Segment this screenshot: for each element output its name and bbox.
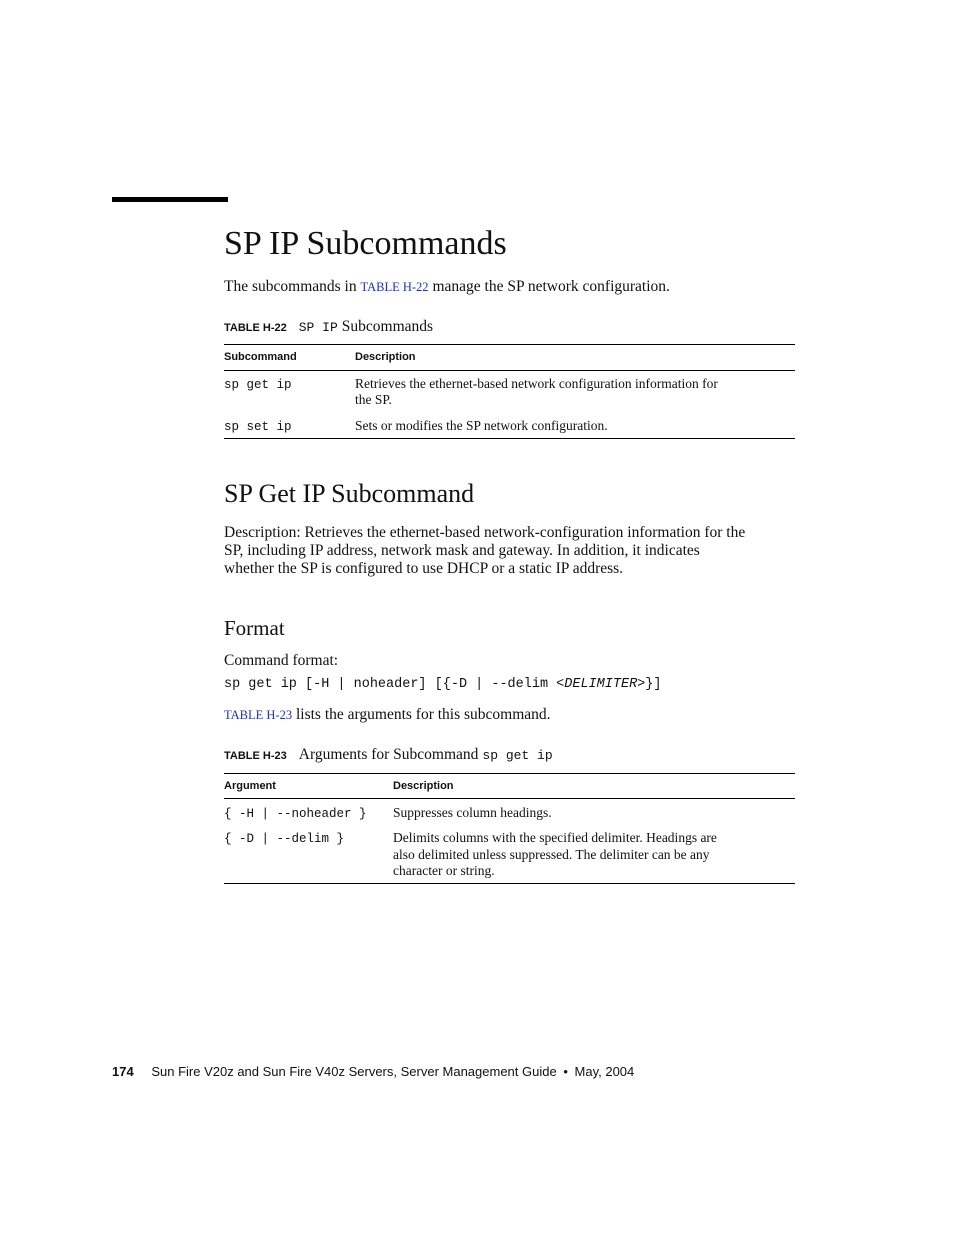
page-number: 174 bbox=[112, 1064, 134, 1079]
table-h23-reference-text: lists the arguments for this subcommand. bbox=[295, 706, 551, 723]
table-h23-caption-text: Arguments for Subcommand bbox=[298, 746, 479, 763]
intro-text-after: manage the SP network configuration. bbox=[432, 278, 670, 295]
command-format-part1: sp get ip [-H | noheader] [{-D | --delim bbox=[224, 677, 557, 692]
command-format-label: Command format: bbox=[224, 652, 339, 669]
table-h22-header-description: Description bbox=[355, 351, 416, 363]
command-format-part2: }] bbox=[645, 677, 662, 692]
table-h22-bottom-rule bbox=[224, 438, 795, 439]
table-h23-caption bbox=[224, 746, 553, 764]
footer-bullet: • bbox=[563, 1064, 568, 1079]
table-h22-header-subcommand: Subcommand bbox=[224, 351, 297, 363]
command-format-delimiter: <DELIMITER> bbox=[556, 677, 646, 692]
table-h23-row2-arg: { -D | --delim } bbox=[224, 832, 345, 846]
table-h23-row2-desc3: character or string. bbox=[393, 863, 495, 878]
table-h23-header-description: Description bbox=[393, 780, 454, 792]
table-h23-caption-code: sp get ip bbox=[482, 748, 553, 763]
footer-date: May, 2004 bbox=[574, 1064, 635, 1079]
table-h23-row2-desc2: also delimited unless suppressed. The delimiter can be any bbox=[393, 847, 710, 862]
section-title-sp-get-ip: SP Get IP Subcommand bbox=[224, 479, 475, 508]
table-h22-row1-desc1: Retrieves the ethernet-based network configuration information for bbox=[355, 376, 718, 391]
table-h22-row2-cmd: sp set ip bbox=[224, 420, 292, 434]
table-h23-top-rule bbox=[224, 773, 795, 774]
table-h22-caption-code: SP IP bbox=[298, 320, 338, 335]
table-h23-caption-label: TABLE H-23 bbox=[224, 750, 287, 762]
intro-text-before: The subcommands in bbox=[224, 278, 357, 295]
table-h23-link[interactable]: TABLE H-23 bbox=[224, 708, 293, 722]
table-h22-header-rule bbox=[224, 370, 795, 371]
table-h22-row2-desc1: Sets or modifies the SP network configuration. bbox=[355, 418, 608, 433]
table-h22-caption-text: Subcommands bbox=[341, 318, 434, 335]
format-heading: Format bbox=[224, 616, 285, 640]
table-h22-link[interactable]: TABLE H-22 bbox=[360, 280, 429, 294]
table-h23-header-rule bbox=[224, 798, 795, 799]
sp-get-ip-desc-line2: SP, including IP address, network mask and gateway. In addition, it indicates bbox=[224, 542, 700, 559]
table-h23-row1-desc1: Suppresses column headings. bbox=[393, 805, 552, 820]
chapter-rule bbox=[112, 197, 228, 202]
section-title-sp-ip-subcommands: SP IP Subcommands bbox=[224, 225, 507, 262]
table-h22-row1-cmd: sp get ip bbox=[224, 378, 292, 392]
table-h23-bottom-rule bbox=[224, 883, 795, 884]
table-h22-caption-label: TABLE H-22 bbox=[224, 322, 287, 334]
table-h23-header-argument: Argument bbox=[224, 780, 276, 792]
page-footer bbox=[112, 1064, 634, 1079]
table-h23-row2-desc1: Delimits columns with the specified delimiter. Headings are bbox=[393, 830, 717, 845]
sp-get-ip-desc-line3: whether the SP is configured to use DHCP or a static IP address. bbox=[224, 560, 624, 577]
intro-paragraph bbox=[224, 278, 670, 296]
table-h22-caption bbox=[224, 318, 433, 336]
table-h23-row1-arg: { -H | --noheader } bbox=[224, 807, 367, 821]
table-h23-reference bbox=[224, 706, 551, 724]
footer-title: Sun Fire V20z and Sun Fire V40z Servers, Server Management Guide bbox=[151, 1064, 557, 1079]
sp-get-ip-desc-line1: Description: Retrieves the ethernet-based network-configuration information for the bbox=[224, 524, 746, 541]
table-h22-row1-desc2: the SP. bbox=[355, 392, 392, 407]
command-format-code bbox=[224, 677, 661, 692]
table-h22-top-rule bbox=[224, 344, 795, 345]
